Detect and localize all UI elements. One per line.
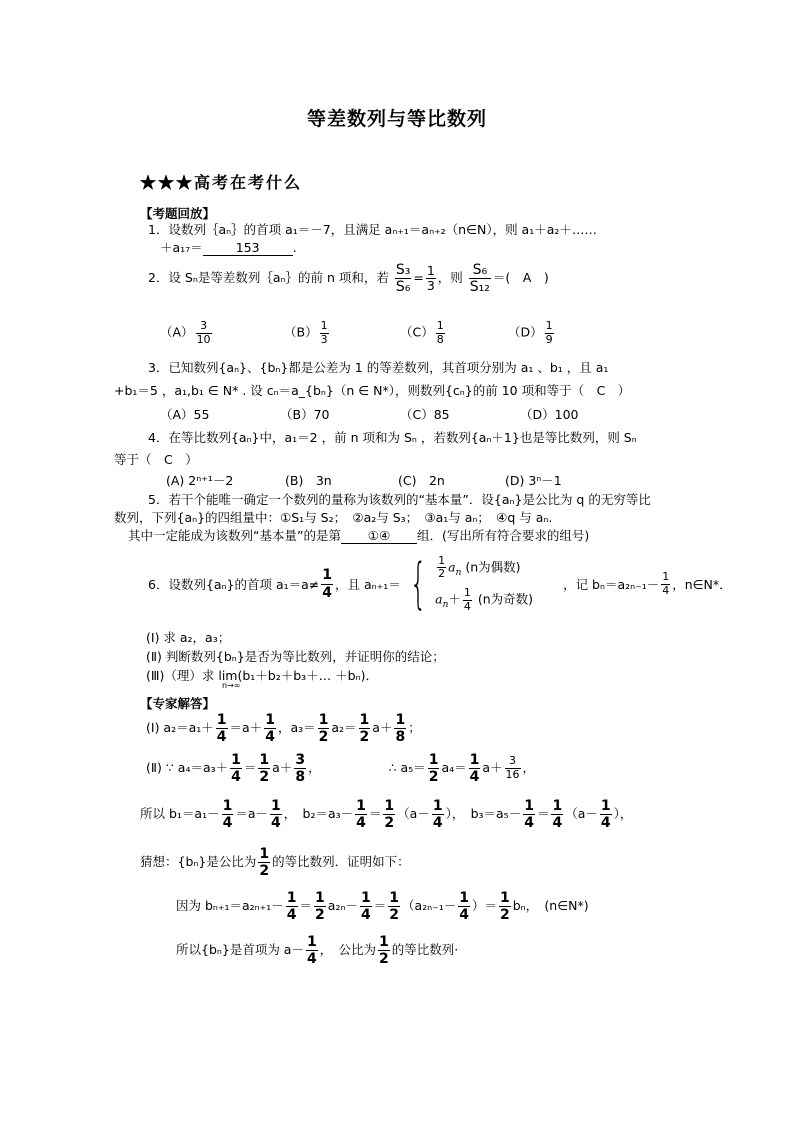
sol-line3: 所以 b₁＝a₁－ $\frac{1}{4}$ ＝a－ $\frac{1}{4}$ ， b₂＝a₃－ $\frac{1}{4}$ ＝ $\frac{1}{2}$ （a－ $\frac{1}{4}$ ）， b₃＝a₅－ $\frac{1}{4}$ ＝ $\frac{1}{4}$ （a－ $\frac{1}{4}$ ）， bbox=[140, 798, 633, 832]
q2-answer: ＝( A ) bbox=[492, 270, 549, 286]
q6-part-2: (Ⅱ) 判断数列{bₙ}是否为等比数列，并证明你的结论； bbox=[146, 649, 445, 664]
q4-option-d: (D) 3ⁿ－1 bbox=[505, 473, 562, 488]
q3-option-d: （D）100 bbox=[520, 407, 579, 422]
q1-line2: ＋a₁₇＝ 153 . bbox=[160, 240, 297, 255]
q6-case-even: (n为偶数) bbox=[465, 559, 521, 575]
q2-prefix: 2．设 Sₙ是等差数列｛aₙ｝的前 n 项和，若 bbox=[148, 270, 389, 286]
q2-frac-one-third: $\frac{1}{3}$ bbox=[426, 262, 435, 294]
q2-option-d: （D） $\frac{1}{9}$ bbox=[508, 319, 553, 346]
q6-part-1: (Ⅰ) 求 a₂，a₃； bbox=[146, 630, 231, 645]
q2-mid: ，则 bbox=[437, 270, 463, 286]
q6-line: 6．设数列{aₙ}的首项 a₁＝a≠ $\frac{1}{4}$ ，且 aₙ₊₁＝ { $\frac{1}{2}$ $a_n$ (n为偶数) $a_n+$ $\frac{1}{4}$ (n为奇数) ，记 bₙ＝a₂ₙ₋₁－ $\frac{1}{4}$ ，n∈N*． bbox=[148, 542, 732, 626]
q3-line1: 3．已知数列{aₙ}、{bₙ}都是公差为 1 的等差数列，其首项分别为 a₁ 、b₁ ，且 a₁ bbox=[148, 360, 609, 375]
q6-suffix: ，记 bₙ＝a₂ₙ₋₁－ bbox=[563, 577, 660, 592]
q4-line2: 等于（ C ） bbox=[114, 452, 198, 467]
q3-option-b: （B）70 bbox=[280, 407, 330, 422]
q1-answer: 153 bbox=[203, 240, 293, 256]
q5-line1: 5．若干个能唯一确定一个数列的量称为该数列的“基本量”．设{aₙ}是公比为 q 的无穷等比 bbox=[148, 492, 651, 507]
page-title: 等差数列与等比数列 bbox=[306, 108, 487, 130]
q6-brace: { bbox=[409, 552, 427, 615]
q5-line3-prefix: 其中一定能成为该数列“基本量”的是第 bbox=[128, 528, 341, 543]
q2-option-c: （C） $\frac{1}{8}$ bbox=[400, 319, 444, 346]
sol-line1: (Ⅰ) a₂＝a₁＋ $\frac{1}{4}$ ＝a＋ $\frac{1}{4}$ ，a₃＝ $\frac{1}{2}$ a₂＝ $\frac{1}{2}$ a＋ $\frac{1}{8}$ ； bbox=[146, 712, 421, 746]
q2-option-a: （A） $\frac{3}{10}$ bbox=[160, 319, 211, 346]
q4-option-a: (A) 2ⁿ⁺¹－2 bbox=[166, 473, 234, 488]
q6-prefix: 6．设数列{aₙ}的首项 a₁＝a≠ bbox=[148, 577, 320, 592]
q1-sum-label: ＋a₁₇＝ bbox=[160, 240, 203, 255]
q2-option-b: （B） $\frac{1}{3}$ bbox=[284, 319, 328, 346]
q2-frac-s3-s6: $\frac{\text{S₃}}{\text{S₆}}$ bbox=[395, 262, 411, 296]
q4-line1: 4．在等比数列{aₙ}中，a₁＝2 ，前 n 项和为 Sₙ ，若数列{aₙ＋1}也是等比数列，则 Sₙ bbox=[148, 430, 637, 445]
section-heading: ★★★高考在考什么 bbox=[140, 173, 303, 192]
q3-option-c: （C）85 bbox=[400, 407, 450, 422]
expert-heading: 【专家解答】 bbox=[140, 696, 216, 711]
sol-conclusion: 所以{bₙ}是首项为 a－ $\frac{1}{4}$ ， 公比为 $\frac{1}{2}$ 的等比数列· bbox=[176, 934, 459, 968]
q1-line1: 1．设数列｛aₙ｝的首项 a₁＝－7，且满足 aₙ₊₁＝aₙ₊₂（n∈N），则 a₁＋a₂＋…… bbox=[148, 222, 597, 237]
q2-line: 2．设 Sₙ是等差数列｛aₙ｝的前 n 项和，若 $\frac{\text{S₃}}{\text{S₆}}$ = $\frac{1}{3}$ ，则 $\frac{\text{S₆}}{\text{S₁₂}}$ ＝( A ) bbox=[148, 262, 549, 296]
q4-option-c: (C) 2n bbox=[398, 473, 445, 488]
sol-line2: (Ⅱ) ∵ a₄＝a₃＋ $\frac{1}{4}$ ＝ $\frac{1}{2}$ a＋ $\frac{3}{8}$ ， ∴ a₅＝ $\frac{1}{2}$ a₄＝ $\frac{1}{4}$ a＋ $\frac{3}{16}$ ， bbox=[146, 752, 536, 786]
q6-part-3: (Ⅲ)（理）求 lim(b₁＋b₂＋b₃＋… ＋bₙ)． bbox=[146, 668, 378, 683]
q6-cases: $\frac{1}{2}$ $a_n$ (n为偶数) $a_n+$ $\frac{1}{4}$ (n为奇数) bbox=[435, 553, 534, 613]
q6-suffix2: ，n∈N*． bbox=[672, 577, 732, 592]
sol-guess: 猜想：{bₙ}是公比为 $\frac{1}{2}$ 的等比数列．证明如下： bbox=[140, 846, 410, 880]
q2-frac-s6-s12: $\frac{\text{S₆}}{\text{S₁₂}}$ bbox=[469, 262, 490, 296]
q6-mid: ，且 aₙ₊₁＝ bbox=[335, 577, 401, 592]
q3-line2: +b₁＝5 ，a₁,b₁ ∈ N* . 设 cₙ＝a_{bₙ}（n ∈ N*），则数列{cₙ}的前 10 项和等于（ C ） bbox=[114, 383, 631, 398]
q3-option-a: （A）55 bbox=[160, 407, 210, 422]
review-heading: 【考题回放】 bbox=[140, 206, 216, 221]
q6-case-odd: (n为奇数) bbox=[477, 591, 534, 607]
q4-option-b: (B) 3n bbox=[285, 473, 332, 488]
sol-proof: 因为 bₙ₊₁＝a₂ₙ₊₁－ $\frac{1}{4}$ ＝ $\frac{1}{2}$ a₂ₙ－ $\frac{1}{4}$ ＝ $\frac{1}{2}$ （a₂ₙ₋₁－ $\frac{1}{4}$ ）＝ $\frac{1}{2}$ bₙ， (n∈N*) bbox=[176, 890, 589, 924]
q6-lim-sub: n→∞ bbox=[222, 681, 241, 690]
q6-frac-quarter: $\frac{1}{4}$ bbox=[322, 567, 333, 601]
q5-line2: 数列，下列{aₙ}的四组量中：①S₁与 S₂； ②a₂与 S₃； ③a₁与 aₙ； ④q 与 aₙ. bbox=[114, 510, 553, 525]
q5-line3-suffix: 组．(写出所有符合要求的组号) bbox=[416, 528, 590, 543]
q5-answer: ①④ bbox=[341, 528, 417, 544]
